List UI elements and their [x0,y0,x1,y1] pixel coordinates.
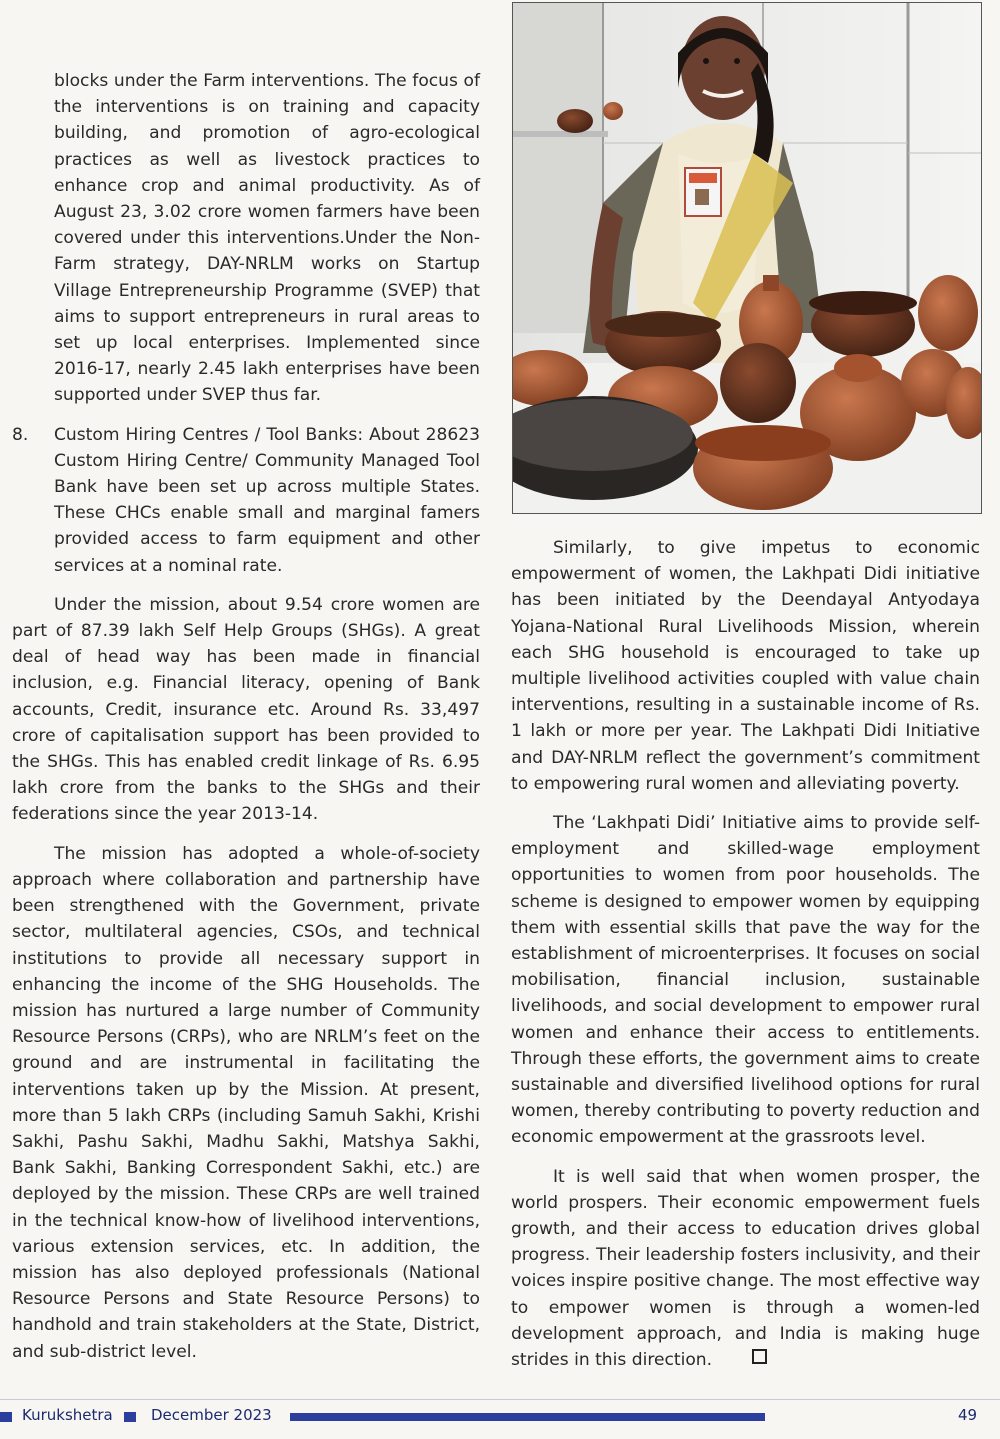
page-number: 49 [958,1406,978,1424]
paragraph-lakhpati-didi: Similarly, to give impetus to economic empowerment of women, the Lakhpati Didi initiative has been initiated by the Deendayal Antyodaya Yojana-National Rural Livelihoods Mission, wherein each SHG household is encouraged to take up multiple livelihood activities coupled with value chain interventions, resulting in a sustainable income of Rs. 1 lakh or more per year. The Lakhpati Didi Initiative and DAY-NRLM reflect the government’s commitment to empowering rural women and alleviating poverty. [511,538,980,794]
footer-square-icon [0,1412,12,1422]
footer-magazine-name: Kurukshetra [22,1406,113,1424]
footer-divider [0,1399,1000,1400]
paragraph-farm-interventions: blocks under the Farm interventions. The focus of the interventions is on training and capacity building, and promotion of agro-ecological practices as well as livestock practices to enhance crop and animal productivity. As of August 23, 3.02 crore women farmers have been covered under this interventions.Under the Non-Farm strategy, DAY-NRLM works on Startup Village Entrepreneurship Programme (SVEP) that aims to support entrepreneurs in rural areas to set up local enterprises. Implemented since 2016-17, nearly 2.45 lakh enterprises have been supported under SVEP thus far. [54,71,480,406]
footer-square-icon [124,1412,136,1422]
paragraph-whole-of-society: The mission has adopted a whole-of-society approach where collaboration and partnership have been strengthened with the Government, private sector, multilateral agencies, CSOs, and technical institutions to provide all necessary support in enhancing the income of the SHG Households. The mission has nurtured a large number of Community Resource Persons (CRPs), who are NRLM’s feet on the ground and are instrumental in facilitating the interventions taken up by the Mission. At present, more than 5 lakh CRPs (including Samuh Sakhi, Krishi Sakhi, Pashu Sakhi, Madhu Sakhi, Matshya Sakhi, Bank Sakhi, Banking Correspondent Sakhi, etc.) are deployed by the mission. These CRPs are well trained in the technical know-how of livelihood interventions, various extension services, etc. In addition, the mission has also deployed professionals (National Resource Persons and State Resource Persons) to handhold and train stakeholders at the State, District, and sub-district level. [12,843,480,1362]
paragraph-initiative-aims: The ‘Lakhpati Didi’ Initiative aims to provide self-employment and skilled-wage employment opportunities to women from poor households. The scheme is designed to empower women by equipping them with essential skills that pave the way for the establishment of microenterprises. It focuses on social mobilisation, financial inclusion, sustainable livelihoods, and social development to empower rural women and enhance their access to entitlements. Through these efforts, the government aims to create sustainable and diversified livelihood options for rural women, thereby contributing to poverty reduction and economic empowerment at the grassroots level. [511,813,980,1148]
footer-accent-bar [290,1413,765,1421]
list-item-text: Custom Hiring Centres / Tool Banks: About 28623 Custom Hiring Centre/ Community Managed Tool Bank have been set up across multiple States. These CHCs enable small and marginal famers provided access to farm equipment and other services at a nominal rate. [54,424,480,576]
conclusion-text: It is well said that when women prosper, the world prospers. Their economic empowerment fuels growth, and their access to education drives global progress. Their leadership fosters inclusivity, and their voices inspire positive change. The most effective way to empower women is through a women-led development approach, and India is making huge strides in this direction. [511,1166,980,1371]
left-column [12,68,480,1365]
paragraph-mission-shgs: Under the mission, about 9.54 crore women are part of 87.39 lakh Self Help Groups (SHGs). A great deal of head way has been made in financial inclusion, e.g. Financial literacy, opening of Bank accounts, Credit, insurance etc. Around Rs. 33,497 crore of capitalisation support has been provided to the SHGs. This has enabled credit linkage of Rs. 6.95 lakh crore from the banks to the SHGs and their federations since the year 2013-14. [12,594,480,825]
right-column [511,535,980,1373]
page-footer [0,1404,1000,1430]
end-of-article-icon [752,1349,767,1364]
list-item-8 [12,422,480,579]
paragraph-conclusion [511,1164,980,1374]
footer-issue-date: December 2023 [151,1406,272,1424]
photo-woman-with-clay-pots [512,2,982,514]
photo-illustration [513,3,981,513]
list-number: 8. [12,424,29,445]
